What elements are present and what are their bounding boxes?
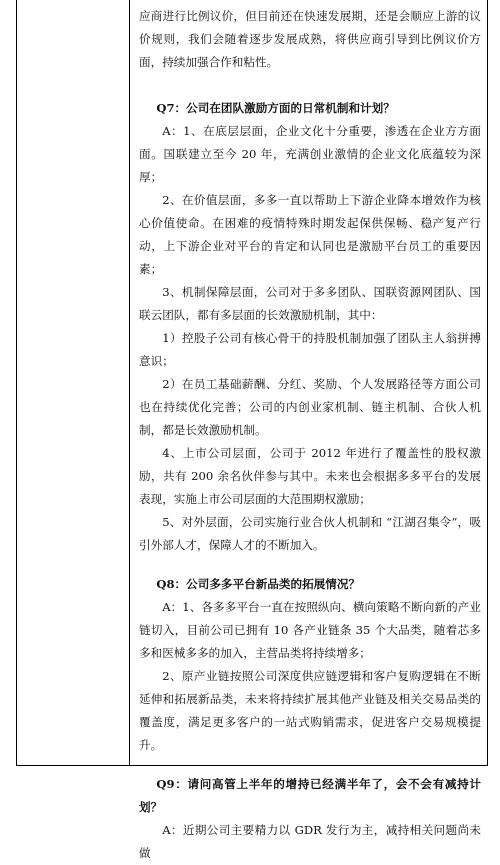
answer-q8-2: 2、原产业链按照公司深度供应链逻辑和客户复购逻辑在不断延伸和拓展新品类，未来将持续扩展其他产业链及相关交易品类的覆盖度，满足更多客户的一站式购销需求，促进客户交易规模提升。 [139, 669, 481, 752]
answer-q7-3: 3、机制保障层面，公司对于多多团队、国联资源网团队、国联云团队，都有多层面的长效激励机制，其中： [139, 285, 481, 322]
question-q8: Q8：公司多多平台新品类的拓展情况？ [156, 577, 361, 591]
answer-q7-1: A：1、在底层层面，企业文化十分重要，渗透在企业方方面面。国联建立至今 20 年，充满创业激情的企业文化底蕴较为深厚； [139, 124, 481, 184]
table-content-column [130, 0, 487, 860]
paragraph-continuation: 应商进行比例议价，但目前还在快速发展期，还是会顺应上游的议价规则，我们会随着逐步发展成熟，将供应商引导到比例议价方面，持续加强合作和粘性。 [139, 9, 481, 69]
answer-q7-3-2: 2）在员工基础薪酬、分红、奖励、个人发展路径等方面公司也在持续优化完善；公司的内创业家机制、链主机制、合伙人机制，都是长效激励机制。 [139, 377, 481, 437]
answer-q7-4: 4、上市公司层面，公司于 2012 年进行了覆盖性的股权激励，共有 200 余名伙伴参与其中。未来也会根据多多平台的发展表现，实施上市公司层面的大范围期权激励； [139, 446, 481, 506]
qa-table [16, 0, 488, 860]
question-q9: Q9：请问高管上半年的增持已经满半年了，会不会有减持计划？ [139, 777, 481, 814]
question-q7: Q7：公司在团队激励方面的日常机制和计划？ [156, 101, 395, 115]
answer-q9-1: A：近期公司主要精力以 GDR 发行为主，减持相关问题尚未做 [139, 823, 481, 860]
answer-q7-2: 2、在价值层面，多多一直以帮助上下游企业降本增效作为核心价值使命。在困难的疫情特殊时期发起保供保畅、稳产复产行动，上下游企业对平台的肯定和认同也是激励平台员工的重要因素； [139, 193, 481, 276]
table-left-column [17, 0, 130, 765]
answer-q7-5: 5、对外层面，公司实施行业合伙人机制和 “江湖召集令”，吸引外部人才，保障人才的不断加入。 [139, 515, 481, 552]
answer-q8-1: A：1、各多多平台一直在按照纵向、横向策略不断向新的产业链切入，目前公司已拥有 10 各产业链条 35 个大品类，随着芯多多和医械多多的加入，主营品类将持续增多； [139, 600, 481, 660]
answer-q7-3-1: 1）控股子公司有核心骨干的持股机制加强了团队主人翁拼搏意识； [139, 331, 481, 368]
